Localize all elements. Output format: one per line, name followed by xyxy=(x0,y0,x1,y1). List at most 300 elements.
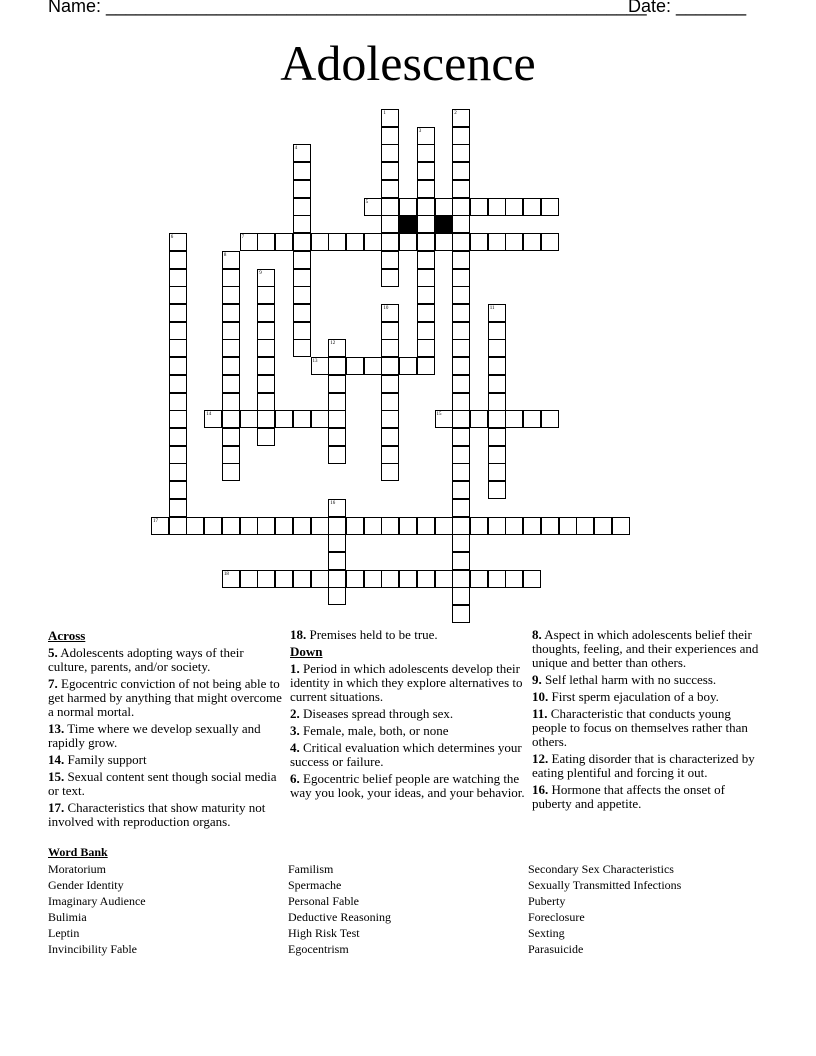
grid-cell[interactable] xyxy=(381,357,399,375)
grid-cell[interactable] xyxy=(399,233,417,251)
grid-cell[interactable] xyxy=(293,339,311,357)
grid-cell[interactable] xyxy=(452,570,470,588)
word-bank-item: Gender Identity xyxy=(48,878,124,892)
clue-num: 1. xyxy=(290,661,300,676)
clue-number: 4 xyxy=(294,146,298,152)
grid-cell[interactable] xyxy=(488,233,506,251)
clue-num: 8. xyxy=(532,627,542,642)
grid-cell[interactable] xyxy=(381,410,399,428)
grid-cell[interactable] xyxy=(346,233,364,251)
grid-cell[interactable] xyxy=(452,339,470,357)
grid-cell[interactable] xyxy=(381,375,399,393)
grid-cell[interactable] xyxy=(381,233,399,251)
grid-cell[interactable] xyxy=(505,233,523,251)
grid-cell[interactable] xyxy=(470,570,488,588)
grid-cell[interactable] xyxy=(470,410,488,428)
grid-cell[interactable] xyxy=(523,233,541,251)
grid-cell[interactable] xyxy=(452,393,470,411)
clue-text: First sperm ejaculation of a boy. xyxy=(548,689,719,704)
grid-cell[interactable] xyxy=(452,410,470,428)
clue-number: 11 xyxy=(489,305,495,311)
grid-cell[interactable] xyxy=(311,517,329,535)
clue-num: 13. xyxy=(48,721,65,736)
clue-number: 13 xyxy=(312,359,318,365)
grid-cell[interactable] xyxy=(222,304,240,322)
grid-cell[interactable] xyxy=(417,286,435,304)
grid-cell[interactable] xyxy=(328,446,346,464)
grid-cell[interactable] xyxy=(169,375,187,393)
grid-cell[interactable] xyxy=(169,428,187,446)
grid-cell[interactable] xyxy=(559,517,577,535)
grid-cell[interactable] xyxy=(452,499,470,517)
grid-cell[interactable] xyxy=(381,215,399,233)
grid-cell[interactable] xyxy=(381,144,399,162)
clue-num: 6. xyxy=(290,771,300,786)
grid-cell[interactable] xyxy=(523,198,541,216)
grid-block xyxy=(435,215,453,233)
grid-cell[interactable] xyxy=(452,463,470,481)
grid-cell[interactable] xyxy=(435,198,453,216)
clue-number: 15 xyxy=(436,412,442,418)
down-clue xyxy=(290,707,525,721)
across-clue xyxy=(290,628,525,642)
grid-cell[interactable] xyxy=(452,286,470,304)
clue-number: 17 xyxy=(153,518,158,524)
word-bank-item: Moratorium xyxy=(48,862,106,876)
grid-cell[interactable] xyxy=(293,322,311,340)
clue-number: 18 xyxy=(223,571,229,577)
grid-cell[interactable] xyxy=(169,251,187,269)
word-bank-item: Bulimia xyxy=(48,910,87,924)
grid-cell[interactable] xyxy=(169,339,187,357)
word-bank-item: High Risk Test xyxy=(288,926,360,940)
grid-cell[interactable] xyxy=(452,428,470,446)
grid-cell[interactable] xyxy=(452,269,470,287)
grid-cell[interactable] xyxy=(452,215,470,233)
clue-number: 10 xyxy=(383,305,389,311)
across-heading: Across xyxy=(48,628,86,643)
grid-cell[interactable] xyxy=(381,446,399,464)
grid-cell[interactable] xyxy=(399,570,417,588)
grid-cell[interactable] xyxy=(399,357,417,375)
grid-cell[interactable] xyxy=(488,410,506,428)
clue-text: Period in which adolescents develop their identity in which they explore alternatives to current situations. xyxy=(290,661,523,704)
across-clue xyxy=(48,770,283,798)
clue-number: 8 xyxy=(223,252,227,258)
word-bank-item: Sexually Transmitted Infections xyxy=(528,878,682,892)
clue-number: 16 xyxy=(330,500,336,506)
page-title: Adolescence xyxy=(280,35,536,91)
grid-cell[interactable] xyxy=(417,517,435,535)
clue-text: Self lethal harm with no success. xyxy=(541,672,717,687)
grid-cell[interactable] xyxy=(240,410,258,428)
clue-text: Characteristics that show maturity not involved with reproduction organs. xyxy=(48,800,266,829)
grid-cell[interactable] xyxy=(257,428,275,446)
clue-text: Critical evaluation which determines your success or failure. xyxy=(290,740,522,769)
grid-cell[interactable] xyxy=(257,286,275,304)
grid-cell[interactable] xyxy=(417,357,435,375)
word-bank-item: Familism xyxy=(288,862,334,876)
grid-cell[interactable] xyxy=(488,375,506,393)
clue-num: 2. xyxy=(290,706,300,721)
grid-cell[interactable] xyxy=(488,198,506,216)
clue-number: 3 xyxy=(418,128,422,134)
down-heading: Down xyxy=(290,644,323,659)
grid-cell[interactable] xyxy=(452,587,470,605)
grid-cell[interactable] xyxy=(417,144,435,162)
down-clue xyxy=(532,690,767,704)
clue-text: Egocentric belief people are watching the way you look, your ideas, and your behavior. xyxy=(290,771,525,800)
grid-cell[interactable] xyxy=(381,428,399,446)
grid-cell[interactable] xyxy=(293,286,311,304)
clue-text: Aspect in which adolescents belief their thoughts, feeling, and their experiences and unique and better than others. xyxy=(532,627,759,670)
clue-num: 18. xyxy=(290,627,307,642)
grid-cell[interactable] xyxy=(381,393,399,411)
grid-cell[interactable] xyxy=(169,393,187,411)
grid-cell[interactable] xyxy=(505,410,523,428)
grid-cell[interactable] xyxy=(417,162,435,180)
grid-cell[interactable] xyxy=(222,375,240,393)
clue-number: 9 xyxy=(259,270,262,276)
grid-cell[interactable] xyxy=(257,357,275,375)
grid-cell[interactable] xyxy=(452,517,470,535)
grid-cell[interactable] xyxy=(594,517,612,535)
grid-cell[interactable] xyxy=(381,269,399,287)
grid-cell[interactable] xyxy=(257,304,275,322)
grid-cell[interactable] xyxy=(328,357,346,375)
grid-cell[interactable] xyxy=(293,269,311,287)
grid-cell[interactable] xyxy=(452,304,470,322)
clue-num: 16. xyxy=(532,782,549,797)
grid-cell[interactable] xyxy=(328,428,346,446)
grid-cell[interactable] xyxy=(328,587,346,605)
grid-cell[interactable] xyxy=(488,446,506,464)
grid-cell[interactable] xyxy=(257,517,275,535)
grid-cell[interactable] xyxy=(523,410,541,428)
grid-cell[interactable] xyxy=(222,393,240,411)
date-field[interactable]: Date: _______ xyxy=(628,0,747,16)
clue-text: Characteristic that conducts young people to focus on themselves rather than others. xyxy=(532,706,748,749)
grid-cell[interactable] xyxy=(417,570,435,588)
down-clue xyxy=(532,783,767,811)
grid-cell[interactable] xyxy=(293,198,311,216)
clue-text: Adolescents adopting ways of their culture, parents, and/or society. xyxy=(48,645,244,674)
across-clue xyxy=(48,722,283,750)
grid-cell[interactable] xyxy=(346,517,364,535)
grid-cell[interactable] xyxy=(488,393,506,411)
grid-cell[interactable] xyxy=(222,286,240,304)
grid-cell[interactable] xyxy=(488,481,506,499)
grid-cell[interactable] xyxy=(311,410,329,428)
grid-cell[interactable] xyxy=(169,463,187,481)
grid-cell[interactable] xyxy=(381,517,399,535)
clue-text: Hormone that affects the onset of puberty and appetite. xyxy=(532,782,725,811)
clue-number: 5 xyxy=(365,199,369,205)
grid-cell[interactable] xyxy=(381,339,399,357)
grid-cell[interactable] xyxy=(240,570,258,588)
down-clue xyxy=(532,628,767,670)
grid-cell[interactable] xyxy=(257,570,275,588)
clue-text: Time where we develop sexually and rapidly grow. xyxy=(48,721,261,750)
clue-text: Diseases spread through sex. xyxy=(299,706,454,721)
grid-cell[interactable] xyxy=(488,570,506,588)
grid-cell[interactable] xyxy=(488,463,506,481)
grid-cell[interactable] xyxy=(275,410,293,428)
word-bank-item: Sexting xyxy=(528,926,565,940)
clue-num: 3. xyxy=(290,723,300,738)
clue-text: Eating disorder that is characterized by eating plentiful and forcing it out. xyxy=(532,751,755,780)
grid-cell[interactable] xyxy=(452,552,470,570)
grid-cell[interactable] xyxy=(417,339,435,357)
grid-cell[interactable] xyxy=(417,304,435,322)
word-bank-item: Secondary Sex Characteristics xyxy=(528,862,674,876)
grid-cell[interactable] xyxy=(240,517,258,535)
grid-cell[interactable] xyxy=(222,463,240,481)
grid-cell[interactable] xyxy=(452,322,470,340)
grid-cell[interactable] xyxy=(186,517,204,535)
grid-cell[interactable] xyxy=(328,534,346,552)
clues-column-3 xyxy=(532,628,767,814)
grid-cell[interactable] xyxy=(257,339,275,357)
clue-number: 6 xyxy=(170,235,174,240)
clue-text: Family support xyxy=(64,752,147,767)
grid-cell[interactable] xyxy=(293,215,311,233)
grid-cell[interactable] xyxy=(381,162,399,180)
word-bank-item: Puberty xyxy=(528,894,566,908)
grid-cell[interactable] xyxy=(169,286,187,304)
grid-cell[interactable] xyxy=(381,570,399,588)
clue-num: 10. xyxy=(532,689,549,704)
across-clue xyxy=(48,677,283,719)
grid-cell[interactable] xyxy=(169,304,187,322)
grid-cell[interactable] xyxy=(169,410,187,428)
grid-cell[interactable] xyxy=(293,517,311,535)
word-bank-item: Egocentrism xyxy=(288,942,349,956)
grid-cell[interactable] xyxy=(452,481,470,499)
grid-cell[interactable] xyxy=(505,198,523,216)
grid-cell[interactable] xyxy=(523,570,541,588)
clue-text: Egocentric conviction of not being able to get harmed by anything that might overcome a normal mortal. xyxy=(48,676,282,719)
grid-cell[interactable] xyxy=(381,463,399,481)
grid-cell[interactable] xyxy=(417,215,435,233)
grid-cell[interactable] xyxy=(222,446,240,464)
grid-cell[interactable] xyxy=(541,410,559,428)
word-bank-item: Spermache xyxy=(288,878,342,892)
grid-cell[interactable] xyxy=(257,375,275,393)
grid-cell[interactable] xyxy=(576,517,594,535)
grid-cell[interactable] xyxy=(452,446,470,464)
down-clue xyxy=(290,662,525,704)
across-clue xyxy=(48,646,283,674)
word-bank-item: Imaginary Audience xyxy=(48,894,146,908)
grid-cell[interactable] xyxy=(257,410,275,428)
grid-cell[interactable] xyxy=(293,570,311,588)
clue-text: Female, male, both, or none xyxy=(299,723,449,738)
grid-cell[interactable] xyxy=(452,198,470,216)
grid-cell[interactable] xyxy=(169,517,187,535)
grid-cell[interactable] xyxy=(381,180,399,198)
grid-cell[interactable] xyxy=(204,517,222,535)
grid-cell[interactable] xyxy=(381,127,399,145)
grid-cell[interactable] xyxy=(293,251,311,269)
grid-cell[interactable] xyxy=(328,517,346,535)
grid-cell[interactable] xyxy=(346,357,364,375)
grid-cell[interactable] xyxy=(257,233,275,251)
grid-cell[interactable] xyxy=(488,339,506,357)
grid-cell[interactable] xyxy=(452,233,470,251)
grid-cell[interactable] xyxy=(169,481,187,499)
grid-cell[interactable] xyxy=(364,233,382,251)
clue-num: 15. xyxy=(48,769,65,784)
clue-num: 9. xyxy=(532,672,542,687)
grid-cell[interactable] xyxy=(328,375,346,393)
grid-cell[interactable] xyxy=(222,357,240,375)
grid-block xyxy=(399,215,417,233)
grid-cell[interactable] xyxy=(328,233,346,251)
grid-cell[interactable] xyxy=(452,251,470,269)
grid-cell[interactable] xyxy=(417,198,435,216)
word-bank-column xyxy=(288,861,391,957)
grid-cell[interactable] xyxy=(470,517,488,535)
grid-cell[interactable] xyxy=(452,144,470,162)
word-bank-column xyxy=(48,861,146,957)
grid-cell[interactable] xyxy=(328,570,346,588)
grid-cell[interactable] xyxy=(364,517,382,535)
down-clue xyxy=(290,741,525,769)
grid-cell[interactable] xyxy=(169,322,187,340)
down-clue xyxy=(290,772,525,800)
word-bank-item: Deductive Reasoning xyxy=(288,910,391,924)
grid-cell[interactable] xyxy=(488,357,506,375)
grid-cell[interactable] xyxy=(452,127,470,145)
grid-cell[interactable] xyxy=(541,233,559,251)
across-clue xyxy=(48,801,283,829)
clue-text: Premises held to be true. xyxy=(306,627,438,642)
word-bank-title: Word Bank xyxy=(48,845,108,859)
grid-cell[interactable] xyxy=(169,446,187,464)
grid-cell[interactable] xyxy=(505,517,523,535)
grid-cell[interactable] xyxy=(381,322,399,340)
grid-cell[interactable] xyxy=(275,517,293,535)
word-bank-item: Personal Fable xyxy=(288,894,359,908)
clue-number: 12 xyxy=(330,341,336,347)
word-bank-column xyxy=(528,861,681,957)
grid-cell[interactable] xyxy=(417,322,435,340)
grid-cell[interactable] xyxy=(488,428,506,446)
grid-cell[interactable] xyxy=(293,304,311,322)
grid-cell[interactable] xyxy=(293,233,311,251)
grid-cell[interactable] xyxy=(399,517,417,535)
grid-cell[interactable] xyxy=(452,605,470,623)
grid-cell[interactable] xyxy=(452,357,470,375)
grid-cell[interactable] xyxy=(275,570,293,588)
grid-cell[interactable] xyxy=(364,570,382,588)
grid-cell[interactable] xyxy=(452,375,470,393)
grid-cell[interactable] xyxy=(505,570,523,588)
grid-cell[interactable] xyxy=(293,162,311,180)
clue-num: 11. xyxy=(532,706,548,721)
clues-column-2 xyxy=(290,628,525,803)
grid-cell[interactable] xyxy=(311,570,329,588)
grid-cell[interactable] xyxy=(169,499,187,517)
grid-cell[interactable] xyxy=(169,357,187,375)
grid-cell[interactable] xyxy=(417,269,435,287)
grid-cell[interactable] xyxy=(541,198,559,216)
grid-cell[interactable] xyxy=(311,233,329,251)
grid-cell[interactable] xyxy=(488,517,506,535)
word-bank-item: Parasuicide xyxy=(528,942,584,956)
grid-cell[interactable] xyxy=(169,269,187,287)
clue-text: Sexual content sent though social media or text. xyxy=(48,769,277,798)
grid-cell[interactable] xyxy=(470,198,488,216)
grid-cell[interactable] xyxy=(275,233,293,251)
grid-cell[interactable] xyxy=(293,410,311,428)
grid-cell[interactable] xyxy=(222,322,240,340)
down-clue xyxy=(532,673,767,687)
clue-num: 5. xyxy=(48,645,58,660)
down-clue xyxy=(290,724,525,738)
clue-num: 14. xyxy=(48,752,65,767)
clue-number: 14 xyxy=(206,412,212,418)
grid-cell[interactable] xyxy=(328,552,346,570)
grid-cell[interactable] xyxy=(381,198,399,216)
clue-num: 12. xyxy=(532,751,549,766)
grid-cell[interactable] xyxy=(417,251,435,269)
grid-cell[interactable] xyxy=(222,410,240,428)
grid-cell[interactable] xyxy=(293,180,311,198)
grid-cell[interactable] xyxy=(222,339,240,357)
grid-cell[interactable] xyxy=(417,233,435,251)
grid-cell[interactable] xyxy=(399,198,417,216)
word-bank-item: Foreclosure xyxy=(528,910,585,924)
grid-cell[interactable] xyxy=(612,517,630,535)
grid-cell[interactable] xyxy=(346,570,364,588)
grid-cell[interactable] xyxy=(222,269,240,287)
across-clue xyxy=(48,753,283,767)
clues-column-1 xyxy=(48,628,283,832)
grid-cell[interactable] xyxy=(488,322,506,340)
grid-cell[interactable] xyxy=(452,534,470,552)
word-bank-item: Leptin xyxy=(48,926,80,940)
grid-cell[interactable] xyxy=(328,410,346,428)
grid-cell[interactable] xyxy=(435,233,453,251)
name-field[interactable]: Name: ______________________________________________________ xyxy=(48,0,647,16)
grid-cell[interactable] xyxy=(523,517,541,535)
grid-cell[interactable] xyxy=(222,517,240,535)
grid-cell[interactable] xyxy=(435,517,453,535)
word-bank-item: Invincibility Fable xyxy=(48,942,137,956)
grid-cell[interactable] xyxy=(452,180,470,198)
grid-cell[interactable] xyxy=(222,428,240,446)
clue-num: 17. xyxy=(48,800,65,815)
grid-cell[interactable] xyxy=(470,233,488,251)
clue-num: 4. xyxy=(290,740,300,755)
grid-cell[interactable] xyxy=(435,570,453,588)
grid-cell[interactable] xyxy=(257,322,275,340)
clue-number: 7 xyxy=(241,235,245,240)
clue-number: 2 xyxy=(454,111,457,116)
grid-cell[interactable] xyxy=(417,180,435,198)
grid-cell[interactable] xyxy=(381,251,399,269)
grid-cell[interactable] xyxy=(452,162,470,180)
grid-cell[interactable] xyxy=(364,357,382,375)
down-clue xyxy=(532,752,767,780)
grid-cell[interactable] xyxy=(328,393,346,411)
down-clue xyxy=(532,707,767,749)
grid-cell[interactable] xyxy=(541,517,559,535)
clue-num: 7. xyxy=(48,676,58,691)
grid-cell[interactable] xyxy=(257,393,275,411)
